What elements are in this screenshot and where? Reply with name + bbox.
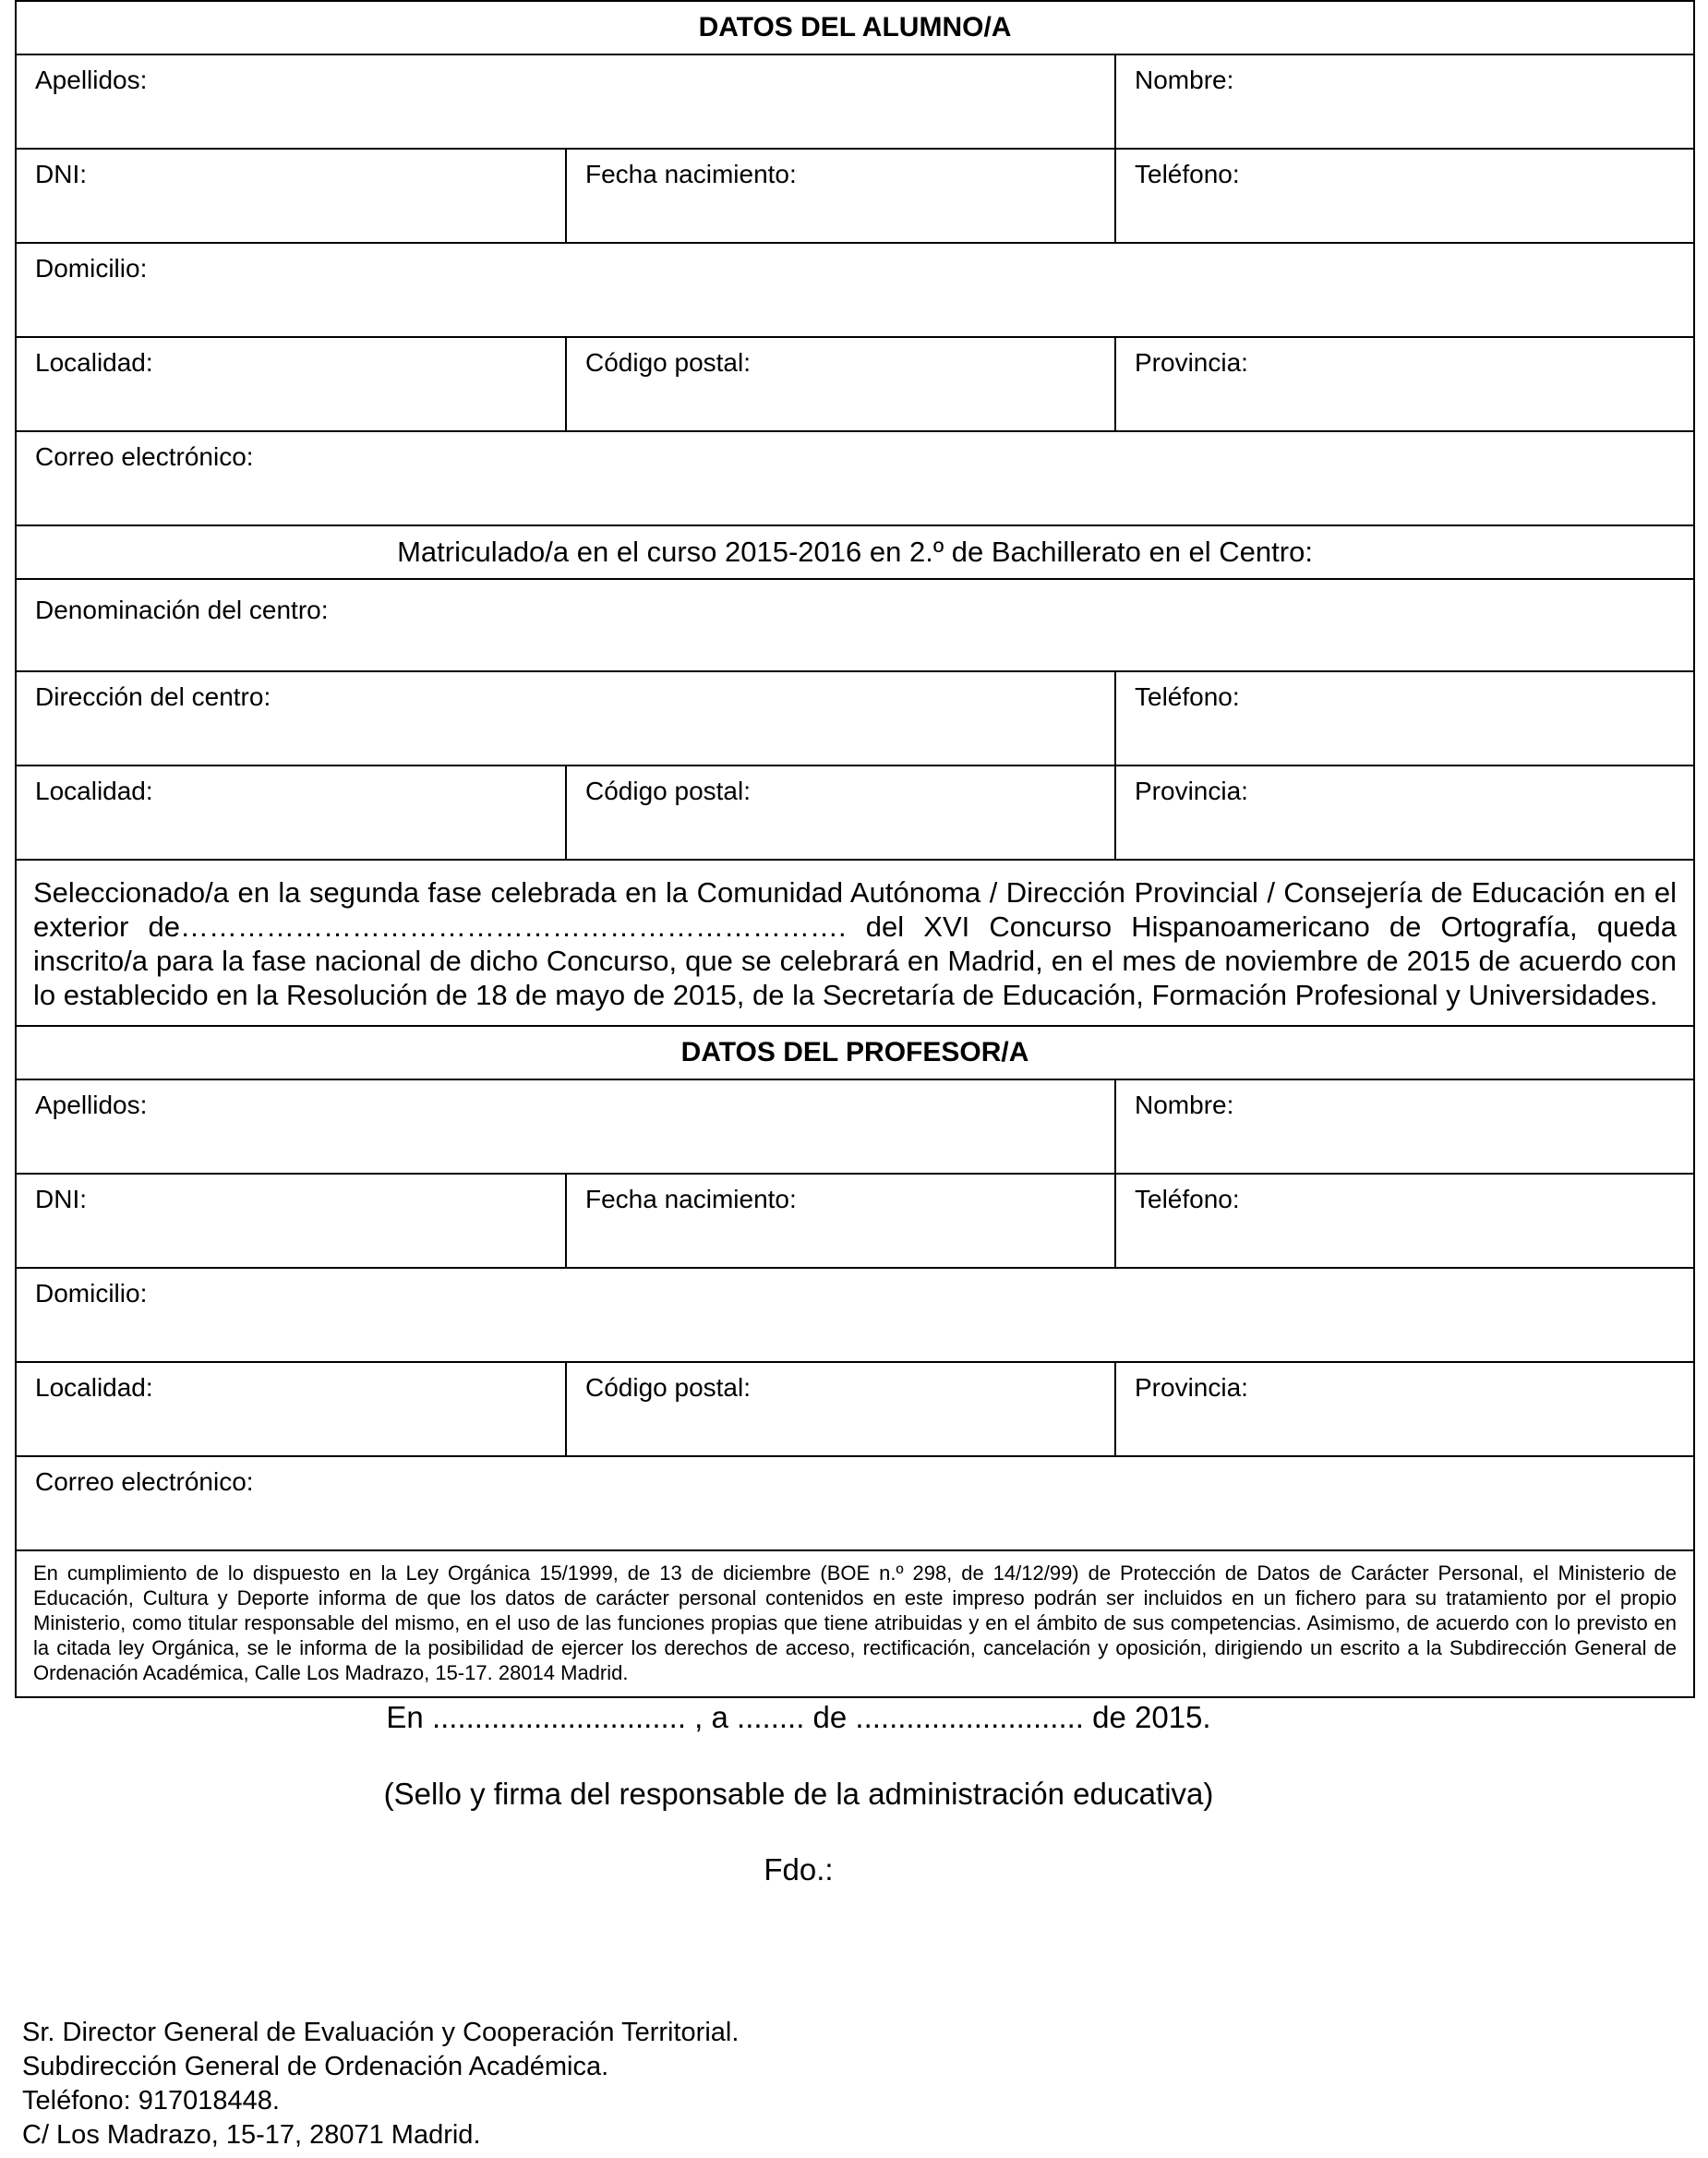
teacher-zip-field[interactable] xyxy=(566,1362,1115,1456)
teacher-name-label: Nombre: xyxy=(1135,1091,1234,1119)
student-address-field[interactable] xyxy=(16,243,1694,337)
student-phone-field[interactable] xyxy=(1115,149,1694,243)
recipient-address-block xyxy=(22,2016,739,2152)
school-phone-label: Teléfono: xyxy=(1135,682,1240,711)
data-protection-notice: En cumplimiento de lo dispuesto en la Ley Orgánica 15/1999, de 13 de diciembre (BOE n.º 298, de 14/12/99) de Protección de Datos de Carácter Personal, el Ministerio de Educación, Cultura y Deporte informa de que los datos de carácter personal contenidos en este impreso podrán ser incluidos en un fichero para su tratamiento por el propio Ministerio, como titular responsable del mismo, en el uso de las funciones propias que tiene atribuidas y en el ámbito de sus competencias. Asimismo, de acuerdo con lo previsto en la citada ley Orgánica, se le informa de la posibilidad de ejercer los derechos de acceso, rectificación, cancelación y oposición, dirigiendo un escrito a la Subdirección General de Ordenación Académica, Calle Los Madrazo, 15-17. 28014 Madrid. xyxy=(16,1550,1694,1697)
student-email-field[interactable] xyxy=(16,431,1694,525)
recipient-line-subdirectorate: Subdirección General de Ordenación Académica. xyxy=(22,2052,609,2081)
student-province-field[interactable] xyxy=(1115,337,1694,431)
student-surname-field[interactable] xyxy=(16,54,1115,149)
student-province-label: Provincia: xyxy=(1135,348,1248,377)
student-name-field[interactable] xyxy=(1115,54,1694,149)
school-address-label: Dirección del centro: xyxy=(35,682,271,711)
school-city-field[interactable] xyxy=(16,766,566,860)
teacher-email-field[interactable] xyxy=(16,1456,1694,1550)
teacher-address-label: Domicilio: xyxy=(35,1279,148,1308)
student-birthdate-field[interactable] xyxy=(566,149,1115,243)
student-address-label: Domicilio: xyxy=(35,254,148,283)
teacher-birthdate-field[interactable] xyxy=(566,1174,1115,1268)
place-date-line: En .............................. , a ........ de ........................... de 2015. xyxy=(386,1700,1211,1734)
selection-statement: Seleccionado/a en la segunda fase celebrada en la Comunidad Autónoma / Dirección Provincial / Consejería de Educación en el exterior de……………………………………………………………. del XVI Concurso Hispanoamericano de Ortografía, queda inscrito/a para la fase nacional de dicho Concurso, que se celebrará en Madrid, en el mes de noviembre de 2015 de acuerdo con lo establecido en la Resolución de 18 de mayo de 2015, de la Secretaría de Educación, Formación Profesional y Universidades. xyxy=(16,860,1694,1026)
recipient-line-director: Sr. Director General de Evaluación y Cooperación Territorial. xyxy=(22,2018,740,2047)
student-city-label: Localidad: xyxy=(35,348,153,377)
teacher-name-field[interactable] xyxy=(1115,1079,1694,1174)
student-name-label: Nombre: xyxy=(1135,66,1234,94)
student-section-heading: DATOS DEL ALUMNO/A xyxy=(16,1,1694,54)
seal-signature-note: (Sello y firma del responsable de la administración educativa) xyxy=(383,1777,1214,1811)
recipient-line-address: C/ Los Madrazo, 15-17, 28071 Madrid. xyxy=(22,2120,481,2150)
teacher-province-label: Provincia: xyxy=(1135,1373,1248,1402)
student-dni-field[interactable] xyxy=(16,149,566,243)
school-name-label: Denominación del centro: xyxy=(35,596,329,624)
recipient-line-phone: Teléfono: 917018448. xyxy=(22,2086,280,2116)
student-birthdate-label: Fecha nacimiento: xyxy=(585,160,797,188)
school-province-field[interactable] xyxy=(1115,766,1694,860)
school-city-label: Localidad: xyxy=(35,777,153,805)
student-email-label: Correo electrónico: xyxy=(35,442,254,471)
student-dni-label: DNI: xyxy=(35,160,87,188)
teacher-section-heading: DATOS DEL PROFESOR/A xyxy=(16,1026,1694,1079)
teacher-city-field[interactable] xyxy=(16,1362,566,1456)
school-name-field[interactable] xyxy=(16,579,1694,671)
student-surname-label: Apellidos: xyxy=(35,66,148,94)
school-zip-field[interactable] xyxy=(566,766,1115,860)
school-zip-label: Código postal: xyxy=(585,777,752,805)
teacher-dni-label: DNI: xyxy=(35,1185,87,1213)
school-section-heading: Matriculado/a en el curso 2015-2016 en 2.º de Bachillerato en el Centro: xyxy=(16,525,1694,579)
teacher-surname-field[interactable] xyxy=(16,1079,1115,1174)
teacher-dni-field[interactable] xyxy=(16,1174,566,1268)
teacher-province-field[interactable] xyxy=(1115,1362,1694,1456)
school-phone-field[interactable] xyxy=(1115,671,1694,766)
teacher-surname-label: Apellidos: xyxy=(35,1091,148,1119)
student-zip-label: Código postal: xyxy=(585,348,752,377)
teacher-zip-label: Código postal: xyxy=(585,1373,752,1402)
teacher-phone-label: Teléfono: xyxy=(1135,1185,1240,1213)
student-city-field[interactable] xyxy=(16,337,566,431)
teacher-city-label: Localidad: xyxy=(35,1373,153,1402)
registration-form xyxy=(15,0,1695,1698)
student-phone-label: Teléfono: xyxy=(1135,160,1240,188)
signed-by-label: Fdo.: xyxy=(764,1852,834,1887)
teacher-birthdate-label: Fecha nacimiento: xyxy=(585,1185,797,1213)
teacher-email-label: Correo electrónico: xyxy=(35,1467,254,1496)
teacher-address-field[interactable] xyxy=(16,1268,1694,1362)
school-address-field[interactable] xyxy=(16,671,1115,766)
student-zip-field[interactable] xyxy=(566,337,1115,431)
school-province-label: Provincia: xyxy=(1135,777,1248,805)
teacher-phone-field[interactable] xyxy=(1115,1174,1694,1268)
